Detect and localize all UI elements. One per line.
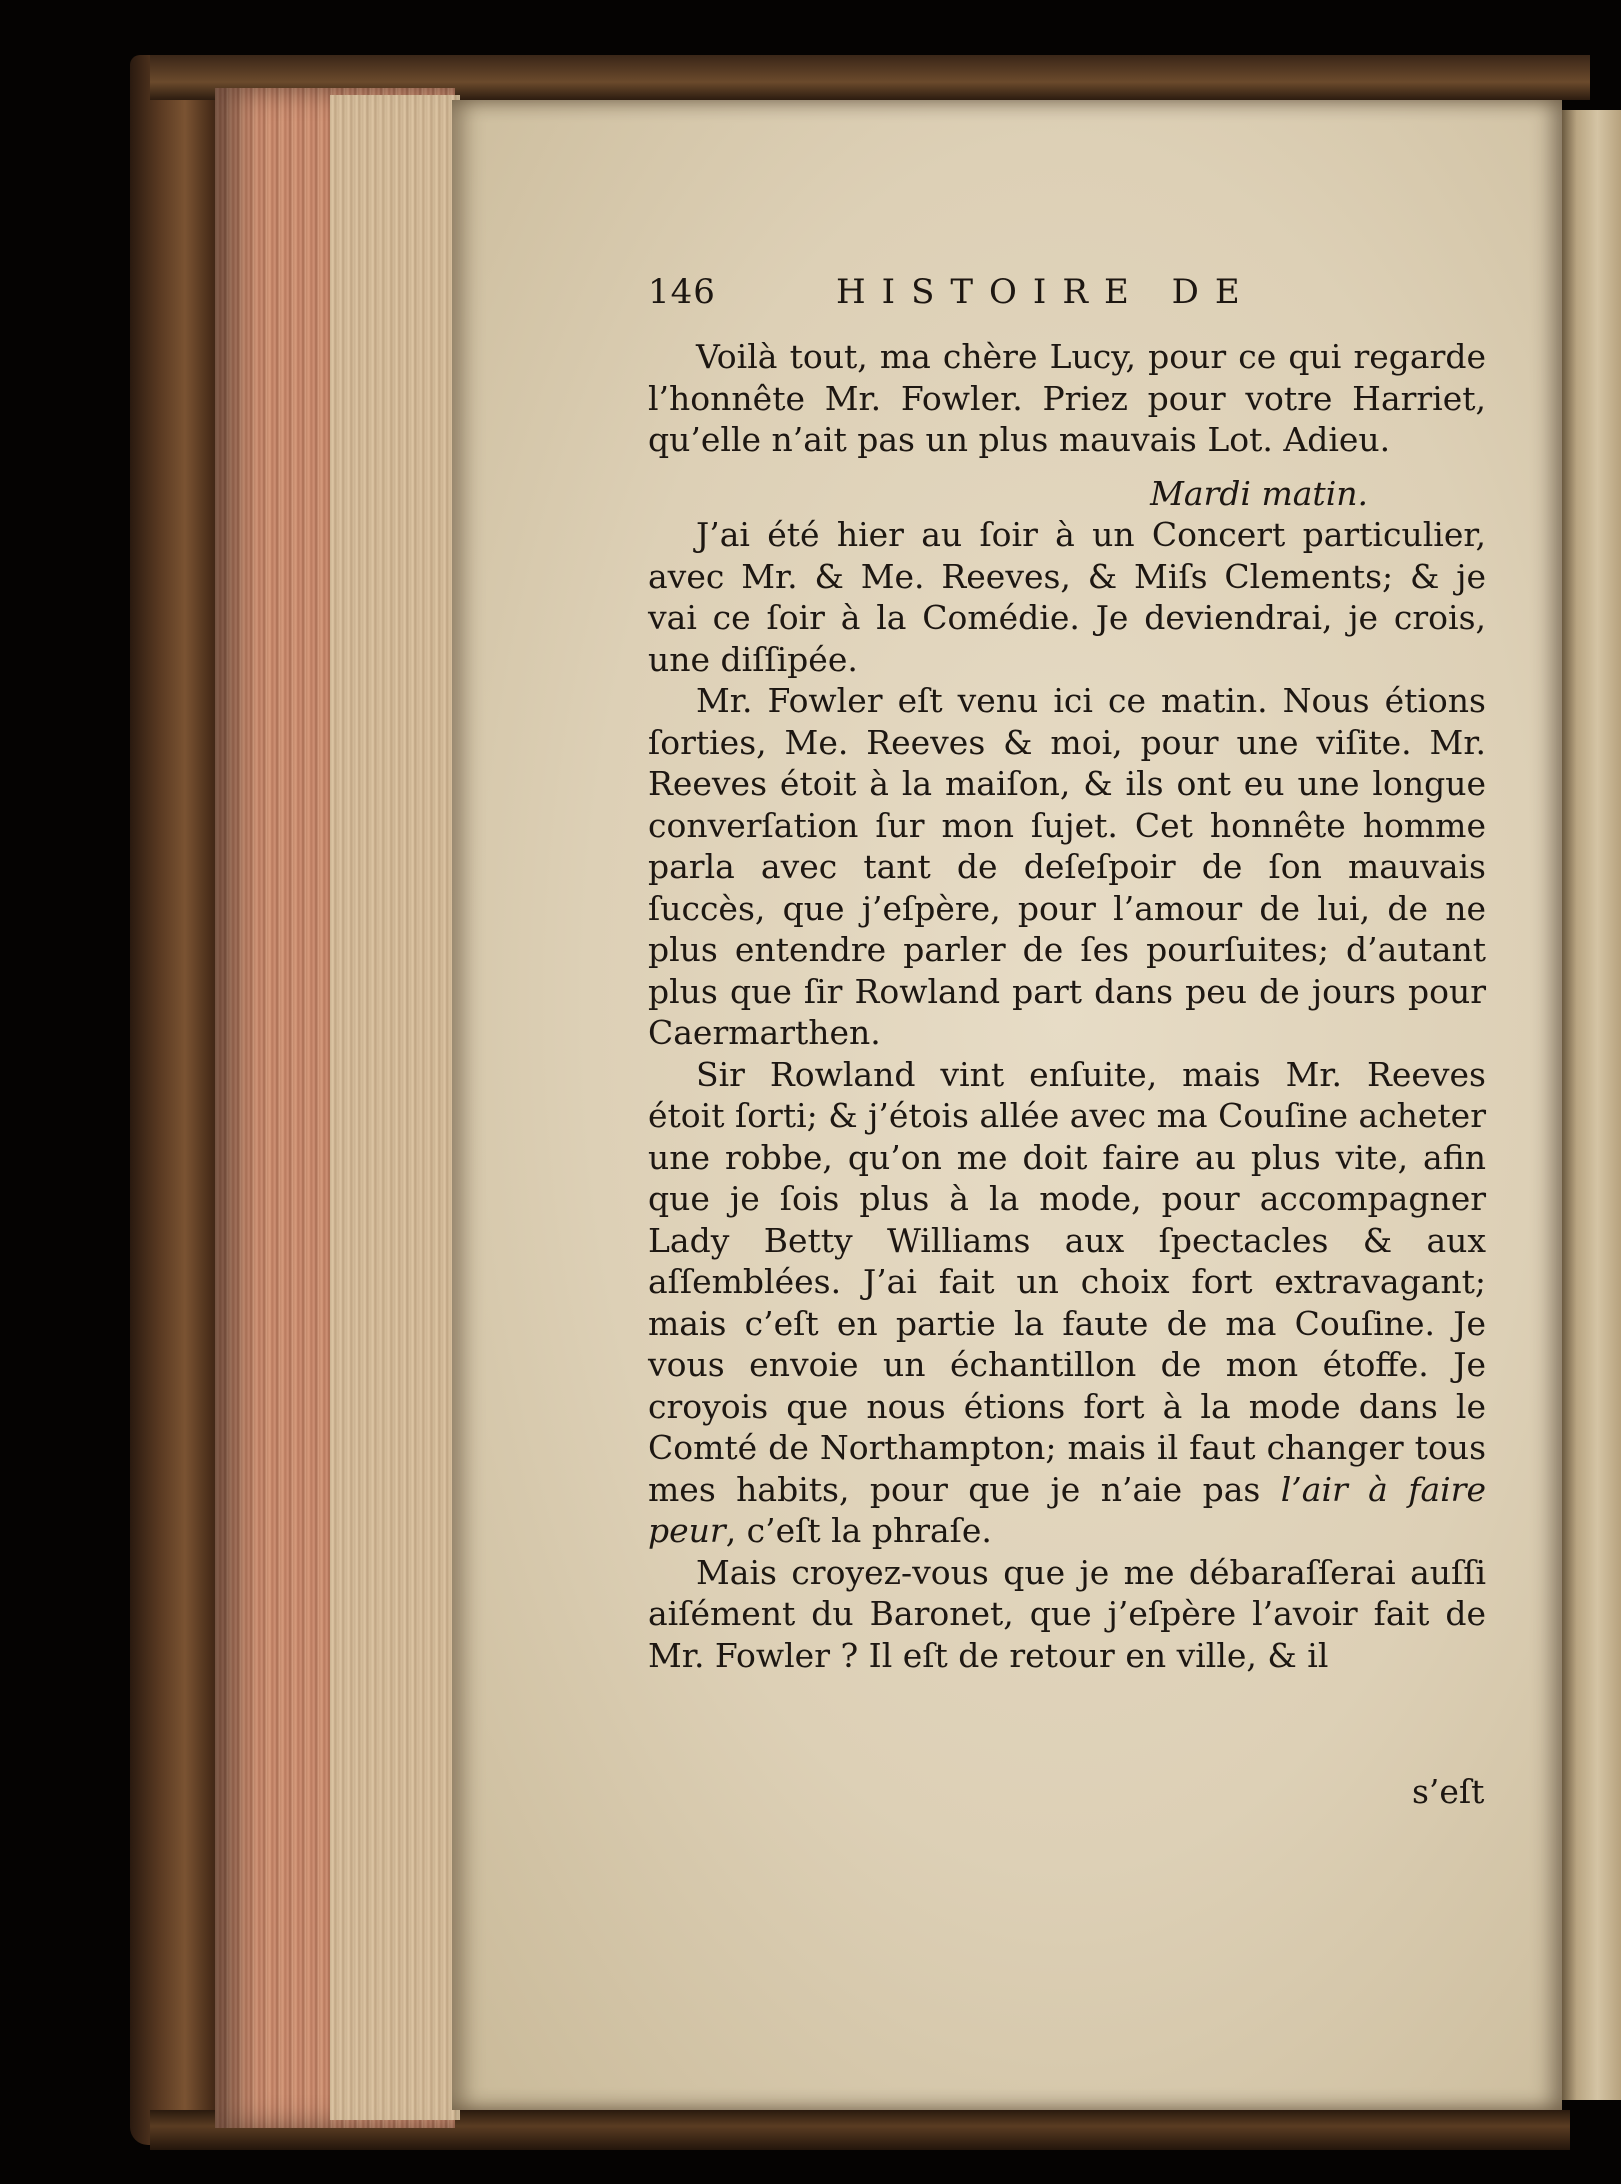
paragraph-2: J’ai été hier au ſoir à un Concert particulier, avec Mr. & Me. Reeves, & Miſs Clements; & je vai ce ſoir à la Comédie. Je deviendrai, je crois, une diſſipée. (648, 515, 1486, 679)
facing-page-edge (1562, 110, 1621, 2100)
page-body (648, 336, 1486, 1676)
paragraph-4-text: Sir Rowland vint enſuite, mais Mr. Reeves étoit ſorti; & j’étois allée avec ma Couſine acheter une robbe, qu’on me doit faire au plus vite, afin que je ſois plus à la mode, pour accompagner Lady Betty Williams aux ſpectacles & aux aſſemblées. J’ai fait un choix fort extravagant; mais c’eſt en partie la faute de ma Couſine. Je vous envoie un échantillon de mon étoffe. Je croyois que nous étions fort à la mode dans le Comté de Northampton; mais il faut changer tous mes habits, pour que je n’aie pas (648, 1054, 1486, 1509)
paragraph-4-end: , c’eſt la phraſe. (725, 1511, 992, 1550)
paragraph-3: Mr. Fowler eſt venu ici ce matin. Nous étions ſorties, Me. Reeves & moi, pour une viſite. Mr. Reeves étoit à la maiſon, & ils ont eu une longue converſation ſur mon ſujet. Cet honnête homme parla avec tant de deſeſpoir de ſon mauvais ſuccès, que j’eſpère, pour l’amour de lui, de ne plus entendre parler de ſes pourſuites; d’autant plus que ſir Rowland part dans peu de jours pour Caermarthen. (648, 681, 1486, 1052)
paragraph-1: Voilà tout, ma chère Lucy, pour ce qui regarde l’honnête Mr. Fowler. Priez pour votre Harriet, qu’elle n’ait pas un plus mauvais Lot. Adieu. (648, 337, 1486, 459)
page-number: 146 (648, 272, 716, 312)
dateline: Mardi matin. (1150, 473, 1368, 513)
paragraph-5: Mais croyez-vous que je me débaraſſerai auſſi aiſément du Baronet, que j’eſpère l’avoir fait de Mr. Fowler ? Il eſt de retour en ville, & il (648, 1552, 1486, 1675)
catchword: s’eſt (1412, 1772, 1485, 1811)
paragraph-4 (648, 1054, 1486, 1552)
page-header (648, 270, 1486, 318)
paragraph-4-italic-phrase: l’air à faire peur (648, 1469, 1486, 1550)
page-block-inner-edges (330, 95, 460, 2120)
running-title: HISTOIRE DE (836, 272, 1256, 312)
